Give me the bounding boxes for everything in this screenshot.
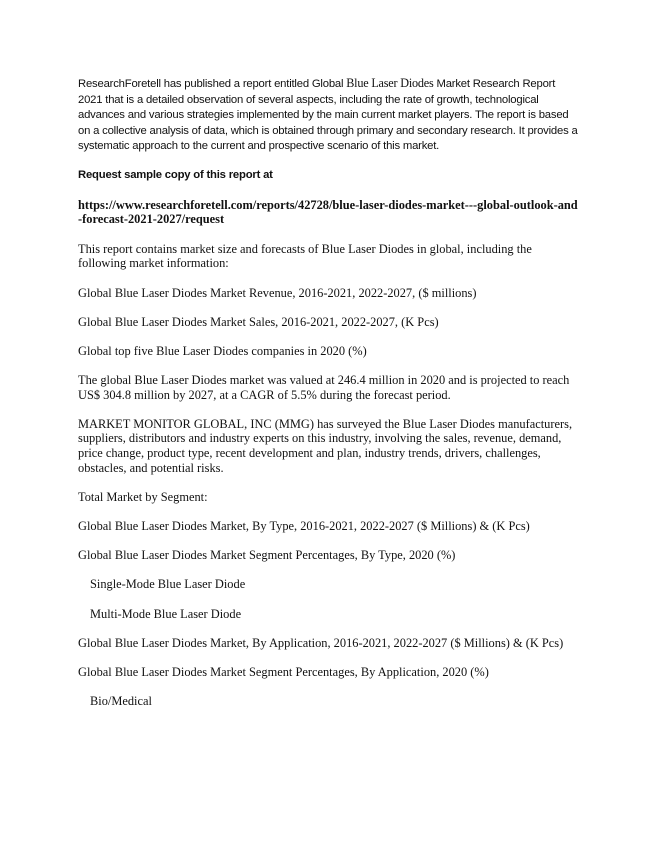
intro-paragraph	[78, 76, 578, 155]
sample-request-link[interactable]: https://www.researchforetell.com/reports/42728/blue-laser-diodes-market---global-outlook-and-forecast-2021-2027/request	[78, 197, 578, 227]
sample-request-label: Request sample copy of this report at	[78, 168, 273, 181]
intro-report-name: Blue Laser Diodes	[346, 76, 434, 90]
intro-body: Market Research Report 2021 that is a detailed observation of several aspects, including the rate of growth, technological advances and various strategies implemented by the main current market players. The report is based on a collective analysis of data, which is obtained through primary and secondary research. It provides a systematic approach to the current and prospective scenario of this market.	[78, 78, 578, 153]
by-type-line: Global Blue Laser Diodes Market, By Type, 2016-2021, 2022-2027 ($ Millions) & (K Pcs)	[78, 519, 530, 534]
type-item: Single-Mode Blue Laser Diode	[90, 577, 246, 592]
survey-paragraph: MARKET MONITOR GLOBAL, INC (MMG) has surveyed the Blue Laser Diodes manufacturers, suppliers, distributors and industry experts on this industry, involving the sales, revenue, demand, price change, product type, recent development and plan, industry trends, drivers, challenges, obstacles, and potential risks.	[78, 416, 573, 475]
application-percentages-line: Global Blue Laser Diodes Market Segment Percentages, By Application, 2020 (%)	[78, 664, 489, 679]
document-body	[78, 76, 578, 723]
segment-heading: Total Market by Segment:	[78, 489, 208, 504]
top-five-line: Global top five Blue Laser Diodes companies in 2020 (%)	[78, 343, 367, 358]
sales-line: Global Blue Laser Diodes Market Sales, 2016-2021, 2022-2027, (K Pcs)	[78, 314, 439, 329]
intro-prefix: ResearchForetell has published a report entitled Global	[78, 78, 347, 90]
type-item: Multi-Mode Blue Laser Diode	[90, 606, 242, 621]
type-percentages-line: Global Blue Laser Diodes Market Segment Percentages, By Type, 2020 (%)	[78, 548, 456, 563]
revenue-line: Global Blue Laser Diodes Market Revenue, 2016-2021, 2022-2027, ($ millions)	[78, 285, 477, 300]
by-application-line: Global Blue Laser Diodes Market, By Application, 2016-2021, 2022-2027 ($ Millions) & (K Pcs)	[78, 635, 564, 650]
application-item: Bio/Medical	[90, 694, 152, 709]
market-value-paragraph: The global Blue Laser Diodes market was valued at 246.4 million in 2020 and is projected to reach US$ 304.8 million by 2027, at a CAGR of 5.5% during the forecast period.	[78, 373, 570, 402]
report-contents-paragraph: This report contains market size and forecasts of Blue Laser Diodes in global, including the following market information:	[78, 241, 532, 271]
